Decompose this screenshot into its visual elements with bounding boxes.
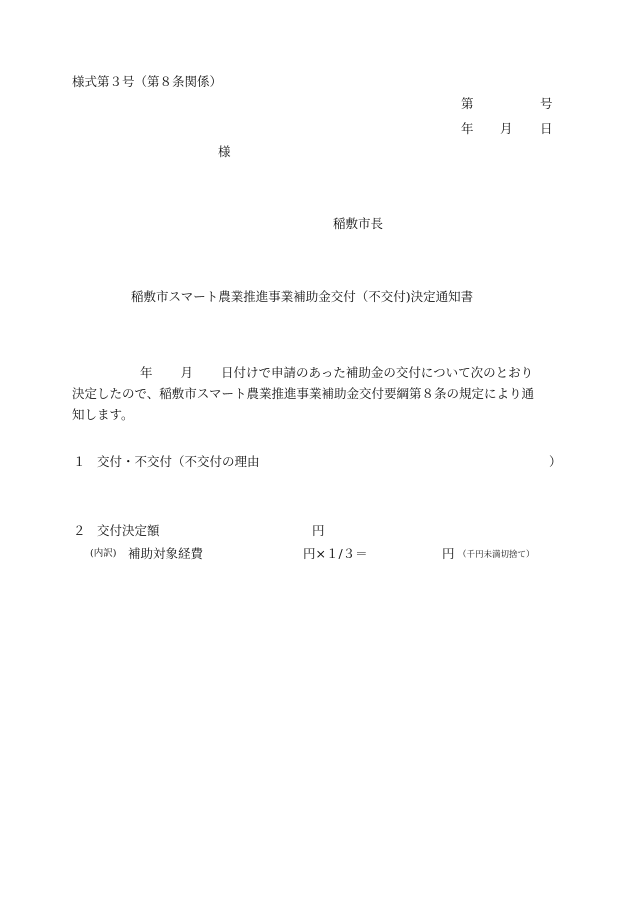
- body-year: 年: [140, 365, 153, 380]
- addressee-suffix: 様: [218, 144, 231, 159]
- item-2-yen: 円: [312, 523, 325, 538]
- body-line-3: 知します。: [72, 407, 134, 422]
- item-1-number: １: [73, 454, 86, 469]
- body-line-2: 決定したので、稲敷市スマート農業推進事業補助金交付要綱第８条の規定により通: [72, 386, 535, 401]
- body-month: 月: [180, 365, 194, 380]
- body-paragraph: [72, 362, 562, 425]
- body-line-1-text: 日付けで申請のあった補助金の交付について次のとおり: [221, 365, 534, 380]
- breakdown-yen: 円: [442, 546, 455, 561]
- body-line-1: [72, 362, 562, 383]
- item-1-closing-paren: ）: [549, 454, 562, 469]
- date-month: 月: [500, 121, 513, 136]
- document-title: 稲敷市スマート農業推進事業補助金交付（不交付)決定通知書: [131, 289, 474, 304]
- item-2-label: 交付決定額: [97, 523, 160, 538]
- breakdown-item: 補助対象経費: [128, 546, 204, 561]
- document-number-dai: 第: [461, 96, 474, 111]
- document-number-go: 号: [540, 96, 553, 111]
- item-2-number: ２: [73, 523, 86, 538]
- breakdown-note: （千円未満切捨て）: [458, 550, 535, 560]
- breakdown-label: (内訳): [90, 548, 117, 559]
- date-day: 日: [540, 121, 553, 136]
- date-year: 年: [461, 121, 474, 136]
- breakdown-calculation: 円×１/３＝: [303, 546, 368, 561]
- item-1-label: 交付・不交付（不交付の理由: [97, 454, 260, 469]
- form-label: 様式第３号（第８条関係）: [72, 74, 223, 89]
- issuer-name: 稲敷市長: [333, 216, 384, 231]
